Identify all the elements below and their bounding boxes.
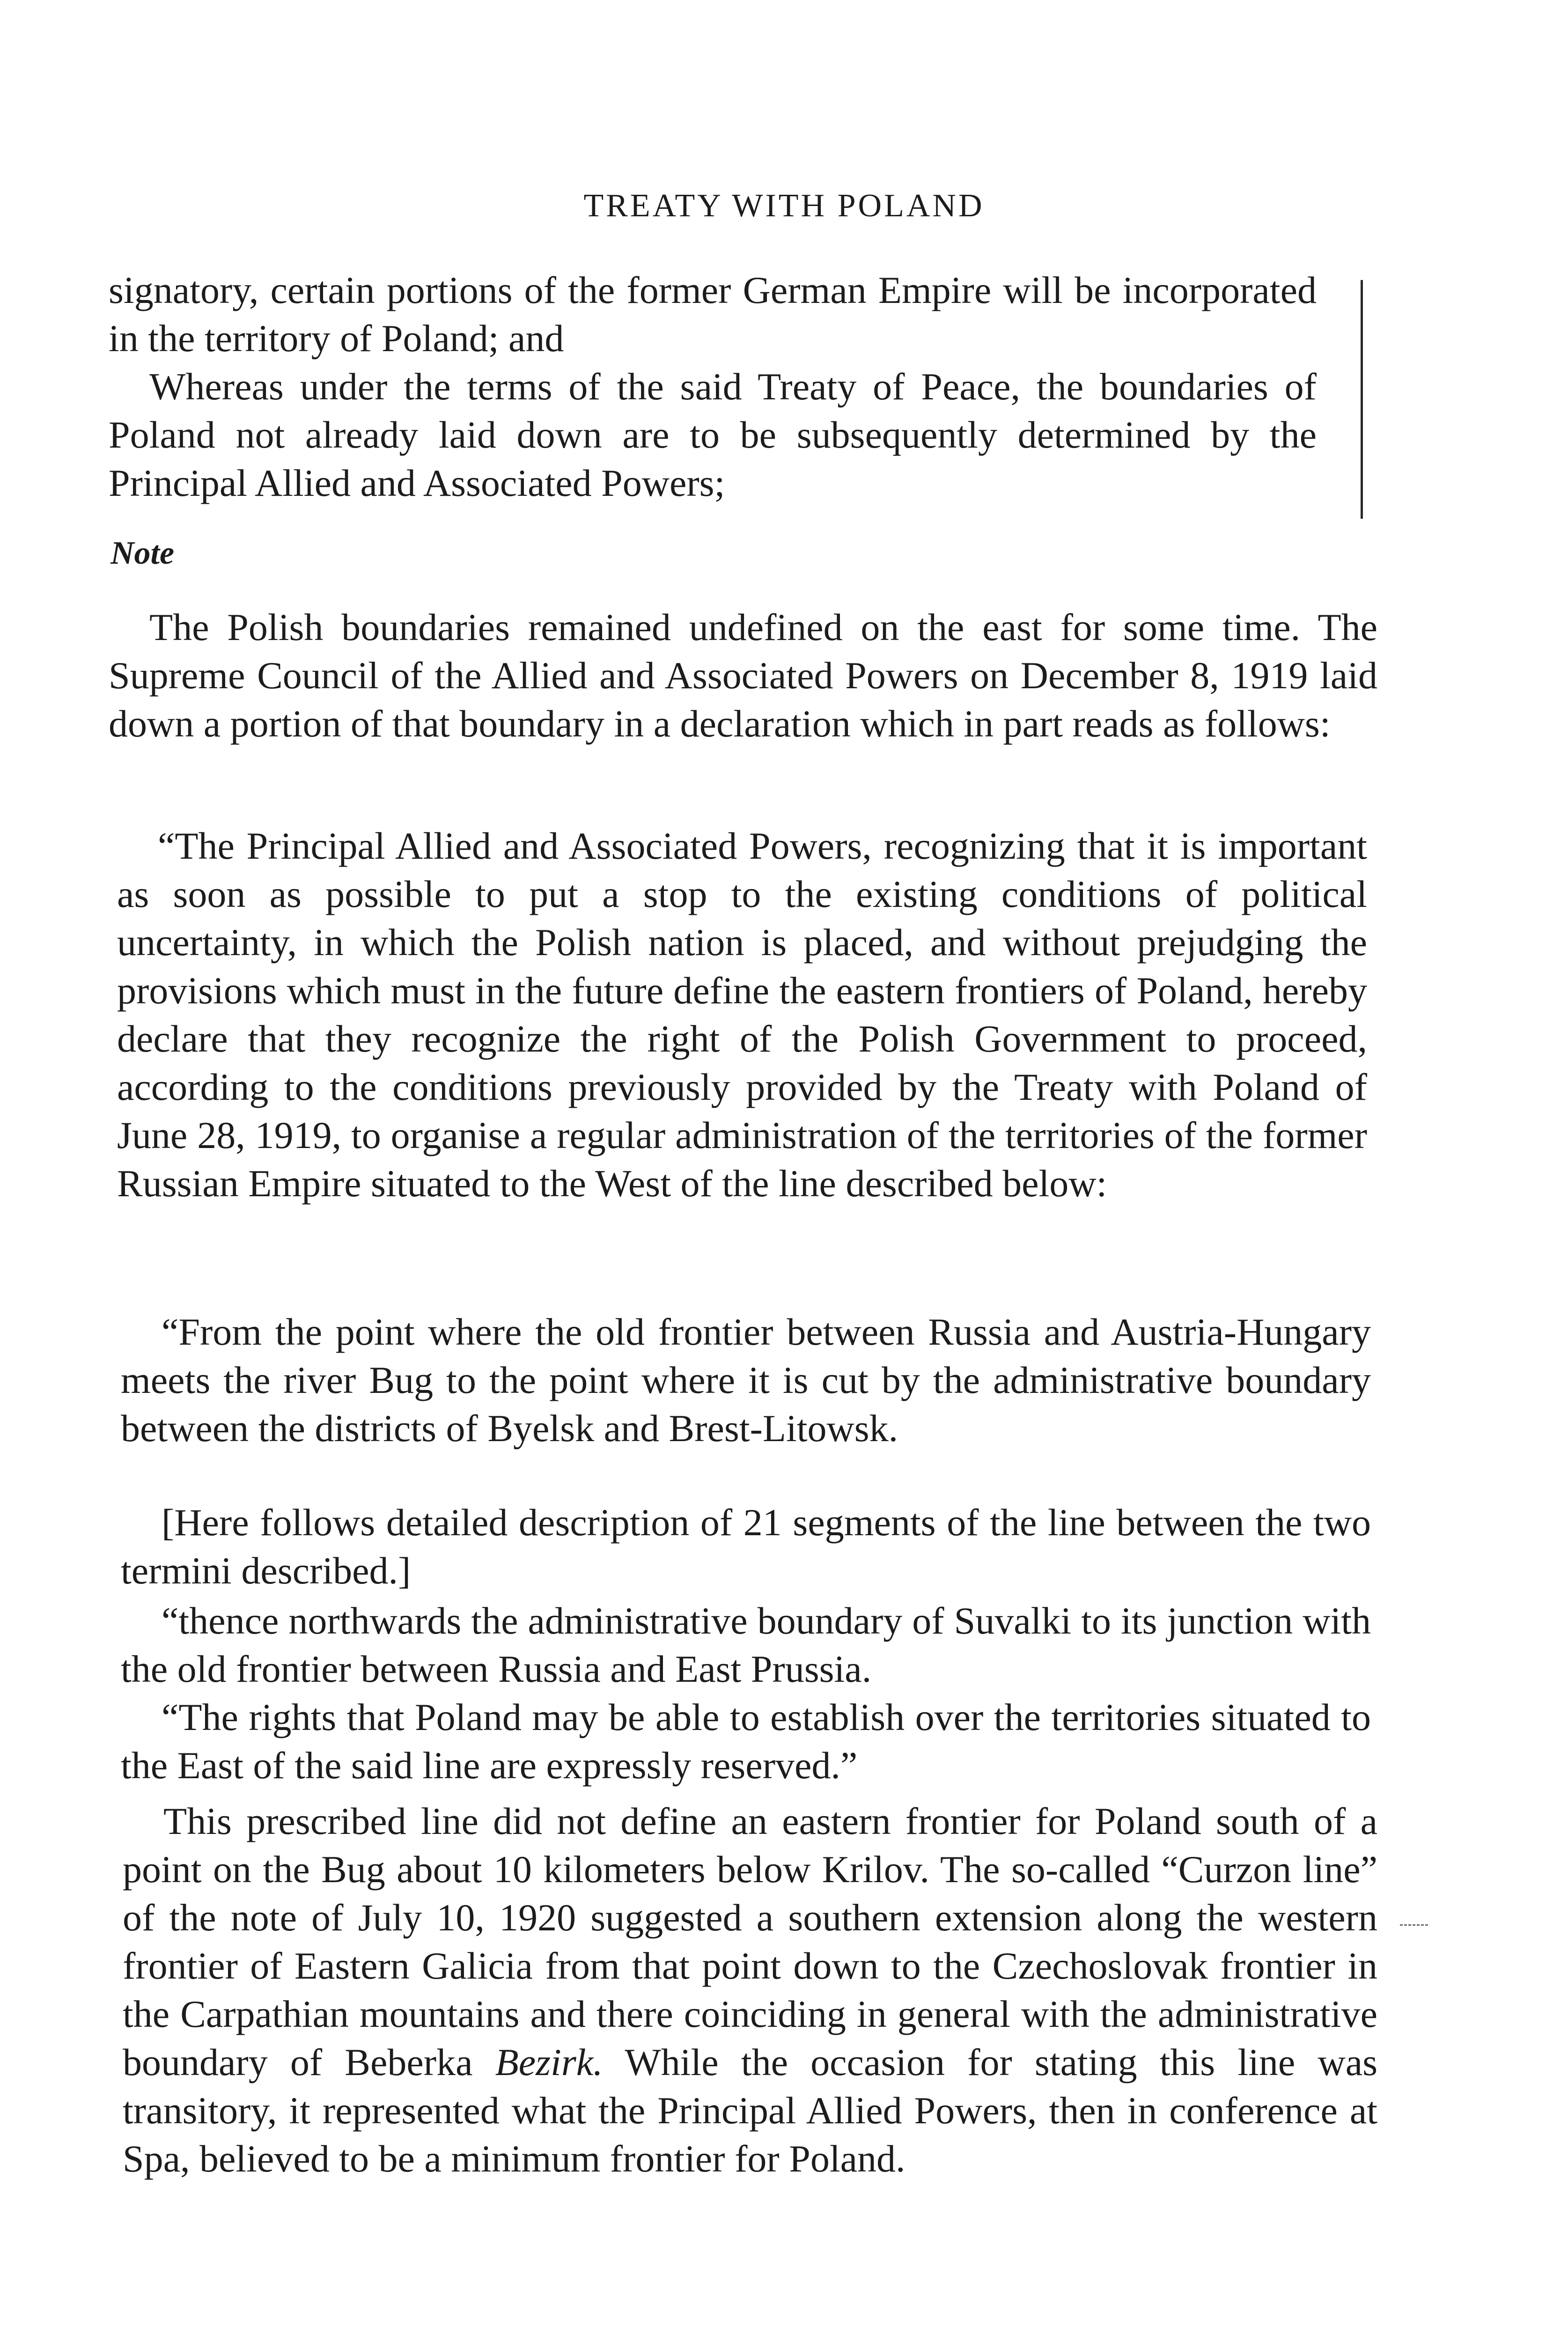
quote-from-point: “From the point where the old frontier between Russia and Austria-Hungary meets the river Bug to the point where it is cut by the administrative boundary between the districts of Byelsk and Brest-Litowsk.	[121, 1310, 1371, 1450]
margin-rule	[1361, 280, 1363, 519]
quote-rights: “The rights that Poland may be able to establish over the territories situated to the East of the said line are expressly reserved.”	[121, 1696, 1371, 1787]
paragraph-signatory-text: signatory, certain portions of the former German Empire will be incorporated in the territory of Poland; and	[109, 269, 1317, 360]
margin-mark	[1400, 1924, 1428, 1929]
running-head: TREATY WITH POLAND	[583, 188, 985, 224]
editorial-note: [Here follows detailed description of 21 segments of the line between the two termini described.]	[121, 1501, 1371, 1592]
note-body: The Polish boundaries remained undefined on the east for some time. The Supreme Council of the Allied and Associated Powers on December 8, 1919 laid down a portion of that boundary in a declaration which in part reads as follows:	[109, 606, 1377, 745]
paragraph-curzon-line	[123, 1797, 1377, 2183]
paragraph-whereas: Whereas under the terms of the said Treaty of Peace, the boundaries of Poland not already laid down are to be subsequently determined by the Principal Allied and Associated Powers;	[109, 365, 1317, 504]
quote-thence: “thence northwards the administrative boundary of Suvalki to its junction with the old frontier between Russia and East Prussia.	[121, 1599, 1371, 1690]
note-heading: Note	[110, 535, 175, 571]
quote-declaration: “The Principal Allied and Associated Powers, recognizing that it is important as soon as possible to put a stop to the existing conditions of political uncertainty, in which the Polish nation is placed, and without prejudging the provisions which must in the future define the eastern frontiers of Poland, hereby declare that they recognize the right of the Polish Government to proceed, according to the conditions previously provided by the Treaty with Poland of June 28, 1919, to organise a regular administration of the territories of the former Russian Empire situated to the West of the line described below:	[117, 825, 1367, 1205]
paragraph-signatory	[109, 266, 1317, 507]
paragraph-curzon-text-a: This prescribed line did not define an eastern frontier for Poland south of a point on the Bug about 10 kilometers below Krilov. The so-called “Curzon line” of the note of July 10, 1920 suggested a southern extension along the western frontier of Eastern Galicia from that point down to the Czechoslovak frontier in the Carpathian mountains and there coinciding in general with the administrative boundary of Beberka	[123, 1800, 1377, 2083]
paragraph-curzon-text-b: While the occasion for stating this line was transitory, it represented what the Principal Allied Powers, then in conference at Spa, believed to be a minimum frontier for Poland.	[123, 2041, 1377, 2180]
paragraph-curzon-italic: Bezirk.	[495, 2041, 603, 2083]
